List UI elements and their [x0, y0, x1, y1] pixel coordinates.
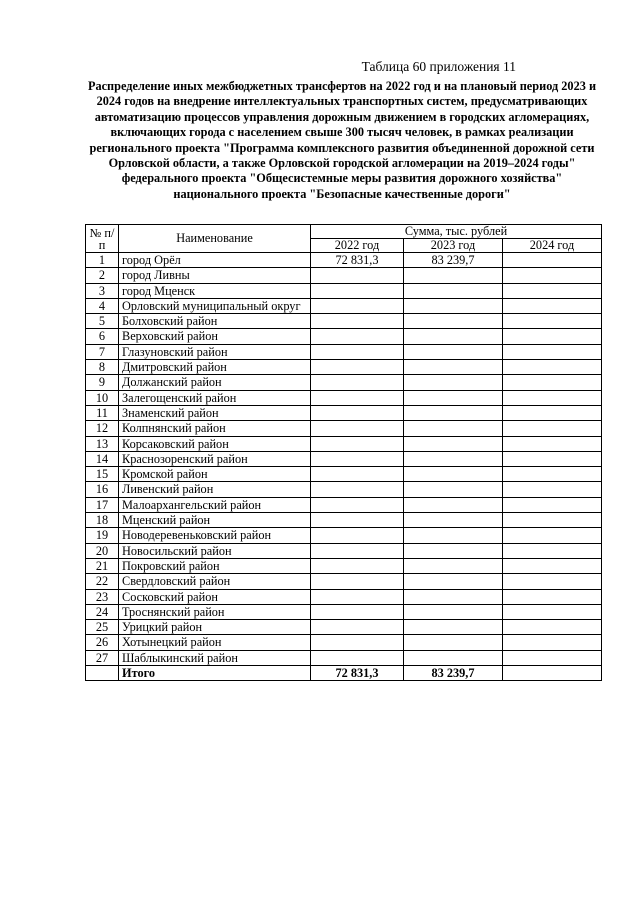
- value-2024: [503, 375, 602, 390]
- value-2022: [311, 467, 404, 482]
- value-2024: [503, 344, 602, 359]
- value-2024: [503, 513, 602, 528]
- row-name: Орловский муниципальный округ: [119, 298, 311, 313]
- table-row: [86, 528, 602, 543]
- row-number: 24: [86, 604, 119, 619]
- value-2022: [311, 314, 404, 329]
- value-2022: [311, 604, 404, 619]
- value-2024: [503, 253, 602, 268]
- table-row: [86, 253, 602, 268]
- value-2024: [503, 558, 602, 573]
- value-2022: [311, 528, 404, 543]
- table-row: [86, 436, 602, 451]
- value-2023: [404, 574, 503, 589]
- value-2022: [311, 421, 404, 436]
- row-number: 15: [86, 467, 119, 482]
- row-name: Болховский район: [119, 314, 311, 329]
- table-row: [86, 620, 602, 635]
- row-name: Залегощенский район: [119, 390, 311, 405]
- value-2023: [404, 467, 503, 482]
- table-row: [86, 268, 602, 283]
- value-2023: [404, 589, 503, 604]
- row-name: Сосковский район: [119, 589, 311, 604]
- table-row: [86, 513, 602, 528]
- value-2022: [311, 620, 404, 635]
- total-2023: 83 239,7: [404, 666, 503, 681]
- row-name: Троснянский район: [119, 604, 311, 619]
- row-number: 9: [86, 375, 119, 390]
- table-row: [86, 467, 602, 482]
- value-2024: [503, 283, 602, 298]
- row-number: 4: [86, 298, 119, 313]
- total-2022: 72 831,3: [311, 666, 404, 681]
- value-2023: [404, 650, 503, 665]
- row-number: 11: [86, 405, 119, 420]
- value-2024: [503, 329, 602, 344]
- row-name: Краснозоренский район: [119, 451, 311, 466]
- value-2023: [404, 390, 503, 405]
- column-header-name: Наименование: [119, 225, 311, 253]
- row-name: Малоархангельский район: [119, 497, 311, 512]
- column-header-sum: Сумма, тыс. рублей: [311, 225, 602, 239]
- value-2023: [404, 421, 503, 436]
- row-name: Мценский район: [119, 513, 311, 528]
- value-2022: [311, 558, 404, 573]
- row-name: Хотынецкий район: [119, 635, 311, 650]
- table-row: [86, 497, 602, 512]
- row-name: Новосильский район: [119, 543, 311, 558]
- value-2023: 83 239,7: [404, 253, 503, 268]
- value-2023: [404, 543, 503, 558]
- table-row: [86, 574, 602, 589]
- value-2022: [311, 513, 404, 528]
- value-2024: [503, 589, 602, 604]
- table-row: [86, 543, 602, 558]
- total-number-cell: [86, 666, 119, 681]
- row-number: 10: [86, 390, 119, 405]
- row-name: город Орёл: [119, 253, 311, 268]
- row-name: Корсаковский район: [119, 436, 311, 451]
- transfers-table: [85, 224, 602, 681]
- value-2022: [311, 344, 404, 359]
- row-number: 5: [86, 314, 119, 329]
- value-2024: [503, 405, 602, 420]
- column-header-number: № п/п: [86, 225, 119, 253]
- value-2023: [404, 604, 503, 619]
- value-2024: [503, 543, 602, 558]
- row-name: Верховский район: [119, 329, 311, 344]
- table-row: [86, 298, 602, 313]
- table-row: [86, 451, 602, 466]
- value-2022: [311, 497, 404, 512]
- row-name: Свердловский район: [119, 574, 311, 589]
- table-row: [86, 329, 602, 344]
- value-2022: [311, 574, 404, 589]
- row-number: 14: [86, 451, 119, 466]
- row-number: 19: [86, 528, 119, 543]
- value-2022: [311, 329, 404, 344]
- value-2023: [404, 344, 503, 359]
- column-header-2022: 2022 год: [311, 239, 404, 253]
- value-2023: [404, 283, 503, 298]
- row-name: Новодеревеньковский район: [119, 528, 311, 543]
- table-row: [86, 375, 602, 390]
- value-2024: [503, 635, 602, 650]
- row-name: Дмитровский район: [119, 360, 311, 375]
- table-row: [86, 360, 602, 375]
- value-2024: [503, 360, 602, 375]
- row-number: 26: [86, 635, 119, 650]
- value-2024: [503, 314, 602, 329]
- row-number: 7: [86, 344, 119, 359]
- table-row: [86, 650, 602, 665]
- row-number: 6: [86, 329, 119, 344]
- column-header-2024: 2024 год: [503, 239, 602, 253]
- row-number: 1: [86, 253, 119, 268]
- value-2023: [404, 268, 503, 283]
- table-row: [86, 589, 602, 604]
- value-2023: [404, 451, 503, 466]
- value-2024: [503, 451, 602, 466]
- row-number: 21: [86, 558, 119, 573]
- table-row: [86, 283, 602, 298]
- row-name: Урицкий район: [119, 620, 311, 635]
- value-2023: [404, 513, 503, 528]
- value-2023: [404, 314, 503, 329]
- table-row: [86, 314, 602, 329]
- value-2022: 72 831,3: [311, 253, 404, 268]
- row-name: город Ливны: [119, 268, 311, 283]
- row-number: 20: [86, 543, 119, 558]
- total-label: Итого: [119, 666, 311, 681]
- table-row: [86, 482, 602, 497]
- value-2024: [503, 528, 602, 543]
- row-number: 16: [86, 482, 119, 497]
- value-2023: [404, 558, 503, 573]
- value-2023: [404, 298, 503, 313]
- row-name: Должанский район: [119, 375, 311, 390]
- row-name: Глазуновский район: [119, 344, 311, 359]
- value-2022: [311, 390, 404, 405]
- row-number: 12: [86, 421, 119, 436]
- value-2024: [503, 482, 602, 497]
- value-2022: [311, 650, 404, 665]
- row-number: 8: [86, 360, 119, 375]
- row-number: 22: [86, 574, 119, 589]
- value-2022: [311, 360, 404, 375]
- row-name: Шаблыкинский район: [119, 650, 311, 665]
- total-row: [86, 666, 602, 681]
- table-row: [86, 635, 602, 650]
- value-2022: [311, 298, 404, 313]
- table-row: [86, 390, 602, 405]
- row-number: 18: [86, 513, 119, 528]
- document-title: Распределение иных межбюджетных трансфертов на 2022 год и на плановый период 2023 и 2024 годов на внедрение интеллектуальных транспортных систем, предусматривающих автоматизацию процессов управления дорожным движением в городских агломерациях, включающих города с населением свыше 300 тысяч человек, в рамках реализации регионального проекта "Программа комплексного развития объединенной дорожной сети Орловской области, а также Орловской городской агломерации на 2019–2024 годы" федерального проекта "Общесистемные меры развития дорожного хозяйства" национального проекта "Безопасные качественные дороги": [87, 79, 597, 201]
- value-2024: [503, 390, 602, 405]
- table-row: [86, 558, 602, 573]
- row-name: Ливенский район: [119, 482, 311, 497]
- value-2022: [311, 268, 404, 283]
- value-2023: [404, 360, 503, 375]
- value-2024: [503, 268, 602, 283]
- row-number: 3: [86, 283, 119, 298]
- value-2022: [311, 482, 404, 497]
- value-2024: [503, 604, 602, 619]
- value-2022: [311, 375, 404, 390]
- row-name: город Мценск: [119, 283, 311, 298]
- row-name: Знаменский район: [119, 405, 311, 420]
- value-2023: [404, 635, 503, 650]
- value-2024: [503, 298, 602, 313]
- value-2022: [311, 283, 404, 298]
- value-2024: [503, 421, 602, 436]
- row-number: 13: [86, 436, 119, 451]
- value-2022: [311, 635, 404, 650]
- row-number: 25: [86, 620, 119, 635]
- value-2023: [404, 436, 503, 451]
- value-2022: [311, 543, 404, 558]
- value-2023: [404, 375, 503, 390]
- table-row: [86, 421, 602, 436]
- value-2023: [404, 497, 503, 512]
- column-header-2023: 2023 год: [404, 239, 503, 253]
- value-2023: [404, 405, 503, 420]
- table-body: [86, 253, 602, 681]
- table-row: [86, 344, 602, 359]
- value-2023: [404, 482, 503, 497]
- total-2024: [503, 666, 602, 681]
- value-2022: [311, 405, 404, 420]
- value-2024: [503, 620, 602, 635]
- row-name: Колпнянский район: [119, 421, 311, 436]
- table-caption: Таблица 60 приложения 11: [361, 59, 516, 74]
- value-2024: [503, 436, 602, 451]
- table-row: [86, 405, 602, 420]
- value-2024: [503, 467, 602, 482]
- value-2024: [503, 574, 602, 589]
- value-2024: [503, 497, 602, 512]
- row-number: 2: [86, 268, 119, 283]
- value-2023: [404, 528, 503, 543]
- value-2023: [404, 620, 503, 635]
- row-number: 17: [86, 497, 119, 512]
- row-name: Кромской район: [119, 467, 311, 482]
- value-2022: [311, 436, 404, 451]
- row-name: Покровский район: [119, 558, 311, 573]
- value-2024: [503, 650, 602, 665]
- value-2022: [311, 451, 404, 466]
- row-number: 27: [86, 650, 119, 665]
- value-2022: [311, 589, 404, 604]
- table-row: [86, 604, 602, 619]
- row-number: 23: [86, 589, 119, 604]
- value-2023: [404, 329, 503, 344]
